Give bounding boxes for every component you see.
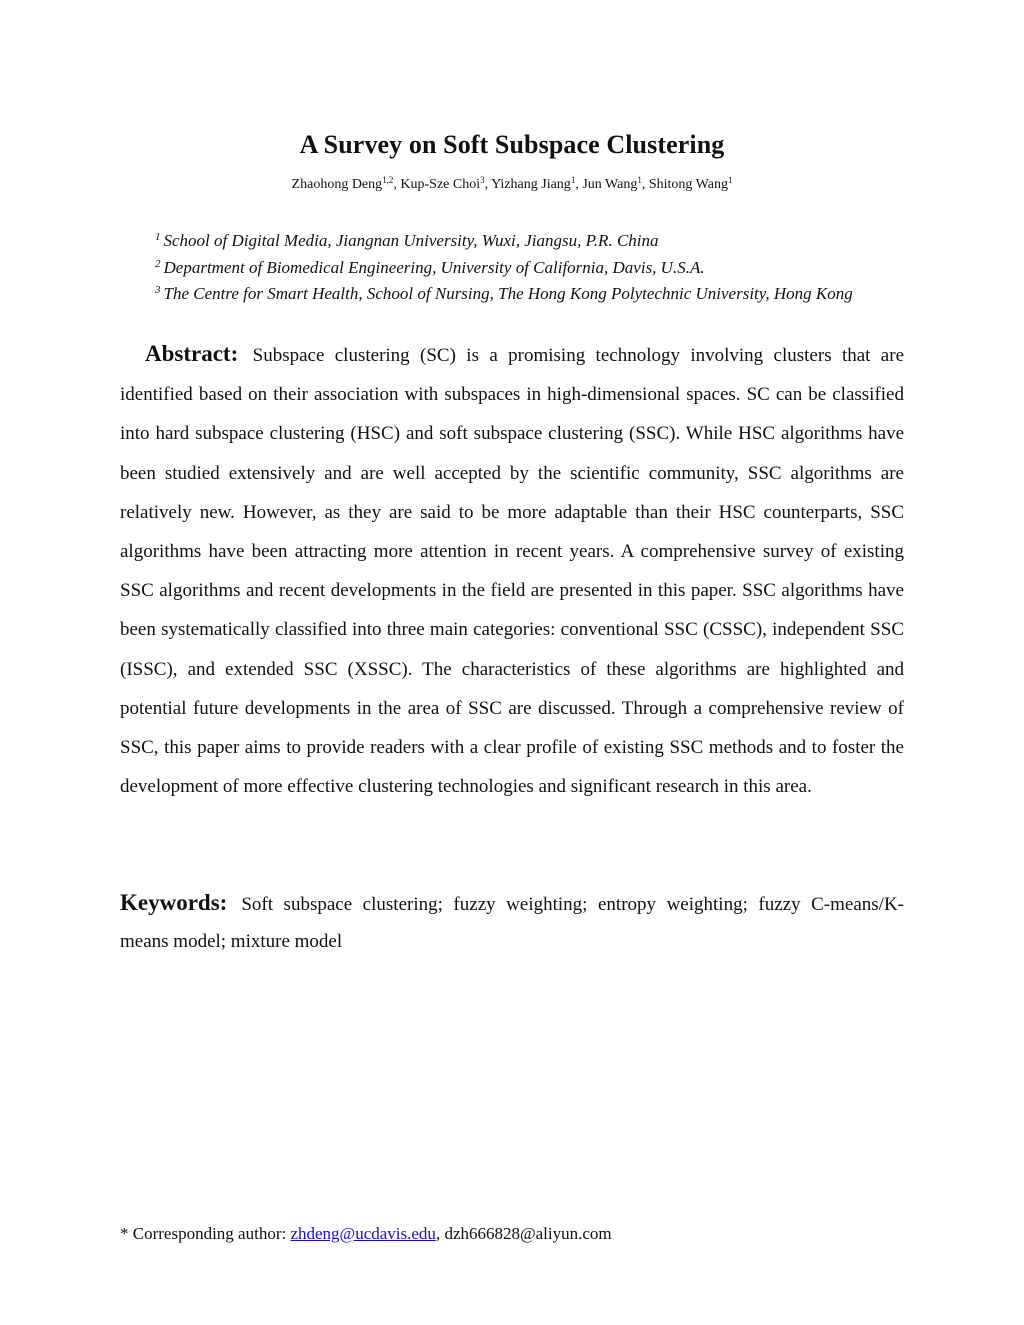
author xyxy=(400,177,491,192)
affiliation-list xyxy=(155,228,853,308)
author-separator: , xyxy=(575,177,583,192)
author-separator: , xyxy=(393,177,401,192)
affiliation-item xyxy=(155,228,853,255)
author-name: Jun Wang xyxy=(582,177,638,192)
author-affiliation-mark: 1 xyxy=(570,175,576,185)
affiliation-number: 2 xyxy=(155,257,161,270)
paper-title: A Survey on Soft Subspace Clustering xyxy=(299,130,725,159)
affiliation-item xyxy=(155,255,853,282)
author-affiliation-mark: 1 xyxy=(727,175,733,185)
affiliation-number: 1 xyxy=(155,231,161,243)
author-affiliation-mark: 1,2 xyxy=(382,175,394,185)
secondary-email: dzh666828@aliyun.com xyxy=(444,1224,612,1243)
author-separator: , xyxy=(484,177,492,192)
corresponding-author-footnote xyxy=(120,1224,612,1244)
affiliation-text: Department of Biomedical Engineering, University of California, Davis, U.S.A. xyxy=(163,257,705,277)
footnote-prefix: * Corresponding author: xyxy=(120,1224,291,1243)
keywords-label: Keywords: xyxy=(120,890,228,915)
author-name: Yizhang Jiang xyxy=(491,177,571,192)
abstract-text: Subspace clustering (SC) is a promising technology involving clusters that are identified based on their association with subspaces in high-dimensional spaces. SC can be classified into hard subspace clustering (HSC) and soft subspace clustering (SSC). While HSC algorithms have been studied extensively and are well accepted by the scientific community, SSC algorithms are relatively new. However, as they are said to be more adaptable than their HSC counterparts, SSC algorithms have been attracting more attention in recent years. A comprehensive survey of existing SSC algorithms and recent developments in the field are presented in this paper. SSC algorithms have been systematically classified into three main categories: conventional SSC (CSSC), independent SSC (ISSC), and extended SSC (XSSC). The characteristics of these algorithms are highlighted and potential future developments in the area of SSC are discussed. Through a comprehensive review of SSC, this paper aims to provide readers with a clear profile of existing SSC methods and to foster the development of more effective clustering technologies and significant research in this area. xyxy=(120,345,905,798)
keywords-text: Soft subspace clustering; fuzzy weighting; entropy weighting; fuzzy C-means/K-means model; mixture model xyxy=(120,894,904,952)
keywords-section xyxy=(120,884,904,960)
affiliation-text: The Centre for Smart Health, School of Nursing, The Hong Kong Polytechnic University, Hong Kong xyxy=(163,284,853,303)
author-list xyxy=(0,177,1024,193)
author-name: Shitong Wang xyxy=(648,177,728,192)
author-name: Kup-Sze Choi xyxy=(400,177,481,192)
author-separator: , xyxy=(641,177,649,192)
author xyxy=(491,177,582,192)
author-name: Zhaohong Deng xyxy=(291,177,383,192)
abstract-section xyxy=(120,334,904,806)
author-affiliation-mark: 1 xyxy=(637,175,642,185)
footnote-separator: , xyxy=(435,1224,445,1243)
abstract-label: Abstract: xyxy=(145,341,239,366)
affiliation-number: 3 xyxy=(155,284,161,296)
affiliation-item xyxy=(155,281,853,308)
author-affiliation-mark: 3 xyxy=(480,175,485,185)
author xyxy=(582,177,649,192)
author xyxy=(292,177,401,192)
primary-email-link[interactable]: zhdeng@ucdavis.edu xyxy=(290,1224,436,1243)
author xyxy=(649,177,733,192)
affiliation-text: School of Digital Media, Jiangnan University, Wuxi, Jiangsu, P.R. China xyxy=(163,231,659,250)
